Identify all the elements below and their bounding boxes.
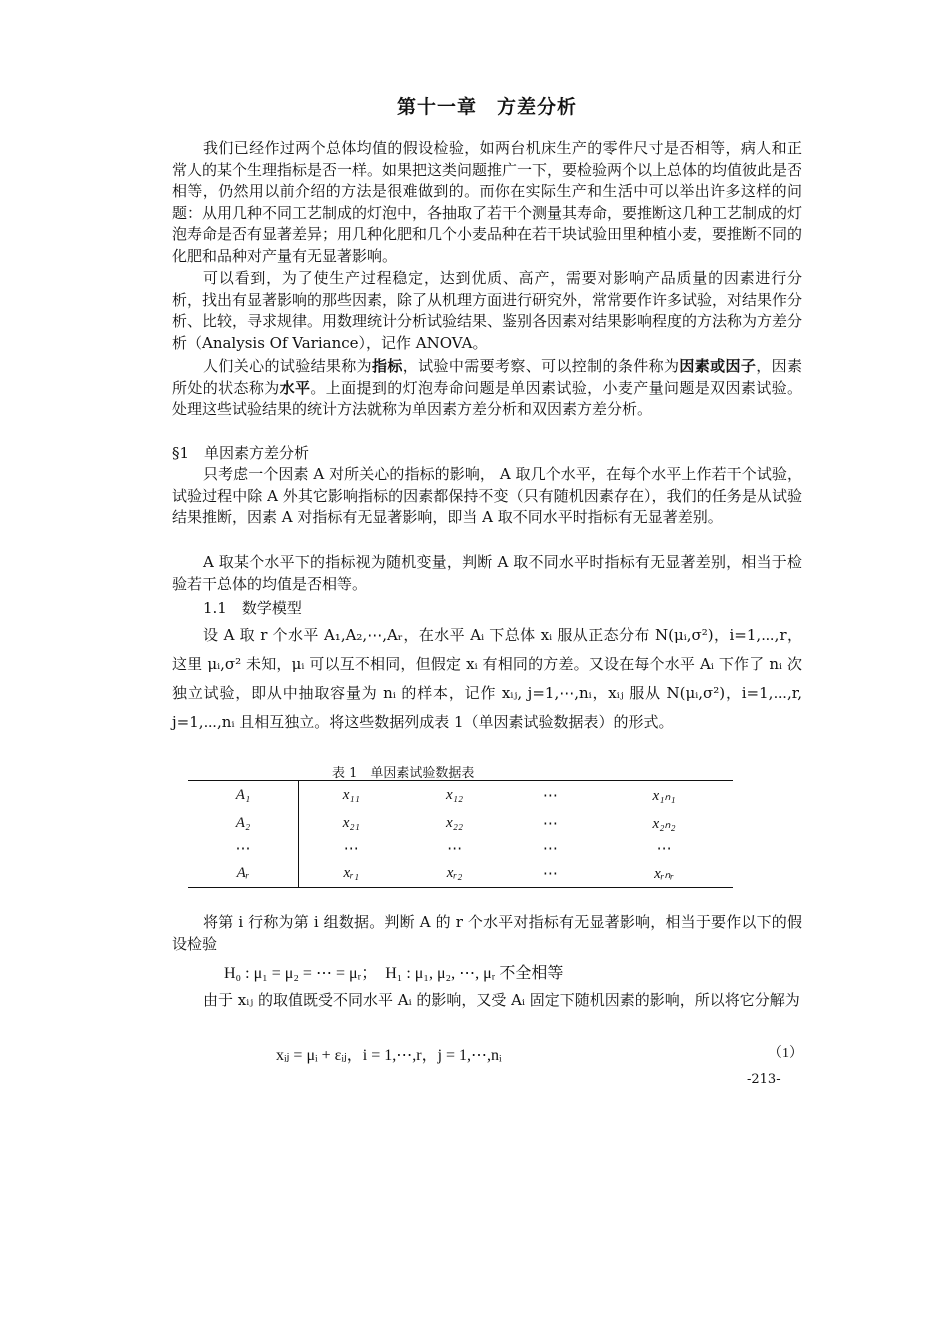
equation-number: （1）	[768, 1046, 803, 1061]
intro-paragraph-2: 可以看到，为了使生产过程稳定，达到优质、高产，需要对影响产品质量的因素进行分析，找出有显著影响的那些因素，除了从机理方面进行研究外，常常要作许多试验，对结果作分析、比较，寻求规律。用数理统计分析试验结果、鉴别各因素对结果影响程度的方法称为方差分析（Analysis Of Variance），记作 ANOVA。	[172, 269, 803, 352]
intro-paragraph-3: 人们关心的试验结果称为指标，试验中需要考察、可以控制的条件称为因素或因子，因素所处的状态称为水平。上面提到的灯泡寿命问题是单因素试验，小麦产量问题是双因素试验。处理这些试验结果的统计方法就称为单因素方差分析和双因素方差分析。	[172, 357, 802, 418]
table-row: Aᵣ xᵣ₁ xᵣ₂ ⋯ xᵣₙᵣ	[188, 859, 733, 888]
intro-paragraph-1: 我们已经作过两个总体均值的假设检验，如两台机床生产的零件尺寸是否相等，病人和正常人的某个生理指标是否一样。如果把这类问题推广一下，要检验两个以上总体的均值彼此是否相等，仍然用以前介绍的方法是很难做到的。而你在实际生产和生活中可以举出许多这样的问题：从用几种不同工艺制成的灯泡中，各抽取了若干个测量其寿命，要推断这几种工艺制成的灯泡寿命是否有显著差异；用几种化肥和几个小麦品种在若干块试验田里种植小麦，要推断不同的化肥和品种对产量有无显著影响。	[172, 139, 803, 265]
equation-1: xᵢⱼ = μᵢ + εᵢⱼ，i = 1,⋯,r，j = 1,⋯,nᵢ	[276, 1047, 502, 1064]
section-paragraph-1: 只考虑一个因素 A 对所关心的指标的影响， A 取几个水平，在每个水平上作若干个试验，试验过程中除 A 外其它影响指标的因素都保持不变（只有随机因素存在），我们的任务是从试验结果推断，因素 A 对指标有无显著影响，即当 A 取不同水平时指标有无显著差别。	[172, 465, 802, 526]
section-paragraph-2: A 取某个水平下的指标视为随机变量，判断 A 取不同水平时指标有无显著差别，相当于检验若干总体的均值是否相等。	[172, 553, 802, 593]
model-paragraph: 设 A 取 r 个水平 A₁,A₂,⋯,Aᵣ，在水平 Aᵢ 下总体 xᵢ 服从正态分布 N(μᵢ,σ²)，i=1,⋯,r，这里 μᵢ,σ² 未知，μᵢ 可以互不相同，但假定 xᵢ 有相同的方差。又设在每个水平 Aᵢ 下作了 nᵢ 次独立试验，即从中抽取容量为 nᵢ 的样本，记作 xᵢⱼ, j=1,⋯,nᵢ，xᵢⱼ 服从 N(μᵢ,σ²)，i=1,⋯,r, j=1,⋯,nᵢ 且相互独立。将这些数据列成表 1（单因素试验数据表）的形式。	[172, 626, 802, 731]
data-table	[188, 780, 733, 888]
section-heading: §1 单因素方差分析	[172, 444, 310, 462]
subsection-heading: 1.1 数学模型	[203, 599, 302, 617]
after-table-paragraph-2: 由于 xᵢⱼ 的取值既受不同水平 Aᵢ 的影响，又受 Aᵢ 固定下随机因素的影响，所以将它分解为	[203, 991, 800, 1009]
table-row: ⋯ ⋯ ⋯ ⋯ ⋯	[188, 837, 733, 859]
after-table-paragraph-1: 将第 i 行称为第 i 组数据。判断 A 的 r 个水平对指标有无显著影响，相当于要作以下的假设检验	[172, 913, 802, 953]
table-caption: 表 1 单因素试验数据表	[332, 766, 475, 781]
term-factor: 因素或因子	[679, 357, 757, 375]
term-indicator: 指标	[372, 357, 403, 375]
hypothesis: H₀ : μ₁ = μ₂ = ⋯ = μᵣ； H₁ : μ₁, μ₂, ⋯, μᵣ 不全相等	[224, 965, 564, 982]
term-level: 水平	[279, 378, 311, 397]
table-row: A₁ x₁₁ x₁₂ ⋯ x₁ₙ₁	[188, 781, 733, 810]
chapter-title: 第十一章 方差分析	[396, 96, 577, 118]
page-number: -213-	[747, 1072, 781, 1087]
table-row: A₂ x₂₁ x₂₂ ⋯ x₂ₙ₂	[188, 809, 733, 837]
